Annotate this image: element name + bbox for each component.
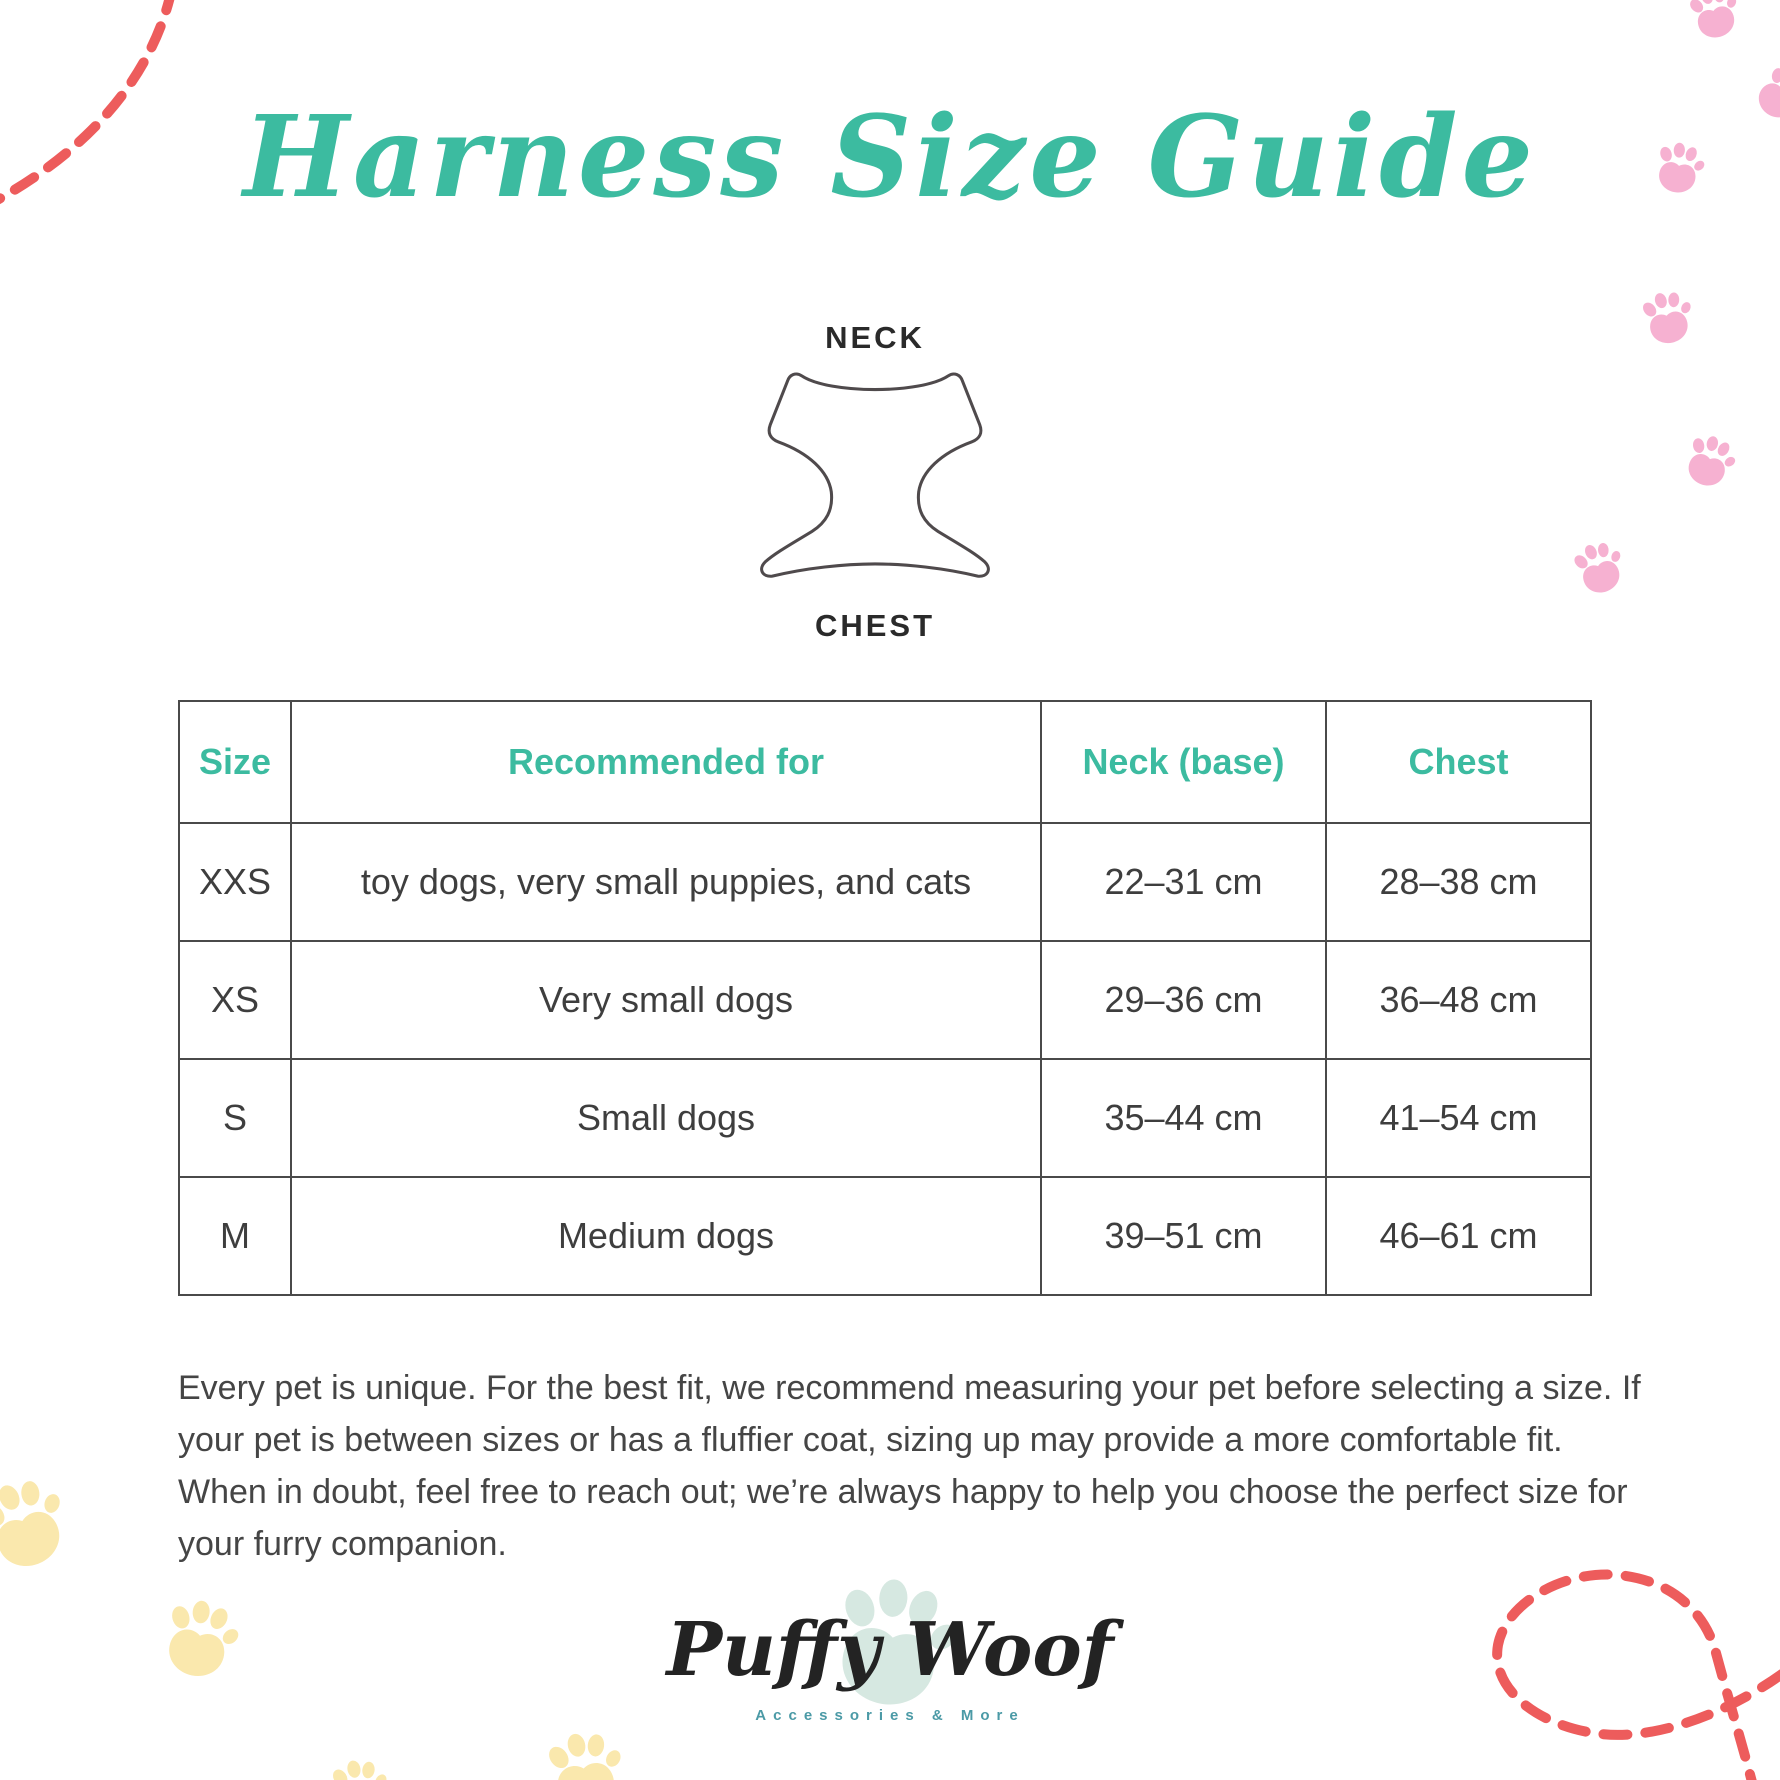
cell-recommended: Very small dogs (291, 941, 1041, 1059)
brand-name: Puffy Woof (666, 1607, 1114, 1693)
chest-label: CHEST (814, 608, 936, 643)
cell-chest: 36–48 cm (1326, 941, 1591, 1059)
yellow-paw-icon (531, 1724, 639, 1780)
yellow-paw-icon (142, 1589, 253, 1700)
cell-recommended: Small dogs (291, 1059, 1041, 1177)
header-chest: Chest (1326, 701, 1591, 823)
cell-chest: 41–54 cm (1326, 1059, 1591, 1177)
sizing-note: Every pet is unique. For the best fit, we recommend measuring your pet before selecting a size. If your pet is between sizes or has a fluffier coat, sizing up may provide a more comfortable fit. When in doubt, feel free to reach out; we’re always happy to help you choose the perfect size for your furry companion. (178, 1369, 1641, 1564)
cell-recommended: toy dogs, very small puppies, and cats (291, 823, 1041, 941)
table-row (179, 1177, 1591, 1295)
pink-paw-icon (1630, 284, 1706, 360)
cell-recommended: Medium dogs (291, 1177, 1041, 1295)
cell-neck: 39–51 cm (1041, 1177, 1326, 1295)
table-row (179, 823, 1591, 941)
table-header-row (179, 701, 1591, 823)
neck-label: NECK (825, 320, 925, 355)
pink-paw-icon (1561, 533, 1639, 611)
cell-neck: 22–31 cm (1041, 823, 1326, 941)
cell-size: S (179, 1059, 291, 1177)
yellow-paw-icon (0, 1463, 94, 1599)
header-recommended-for: Recommended for (291, 701, 1041, 823)
header-size: Size (179, 701, 291, 823)
cell-size: XS (179, 941, 291, 1059)
pink-paw-icon (1669, 426, 1747, 504)
cell-neck: 35–44 cm (1041, 1059, 1326, 1177)
brand-logo (640, 1545, 1140, 1765)
cell-size: XXS (179, 823, 291, 941)
table-row (179, 1059, 1591, 1177)
yellow-paw-icon (320, 1755, 398, 1780)
brand-tagline: Accessories & More (755, 1707, 1025, 1724)
cell-size: M (179, 1177, 291, 1295)
table-row (179, 941, 1591, 1059)
pink-paw-icon (1677, 0, 1753, 55)
cell-chest: 28–38 cm (1326, 823, 1591, 941)
harness-outline-icon (753, 356, 997, 596)
size-table (178, 700, 1592, 1296)
cell-neck: 29–36 cm (1041, 941, 1326, 1059)
page-title: Harness Size Guide (243, 92, 1537, 223)
header-neck-base: Neck (base) (1041, 701, 1326, 823)
cell-chest: 46–61 cm (1326, 1177, 1591, 1295)
